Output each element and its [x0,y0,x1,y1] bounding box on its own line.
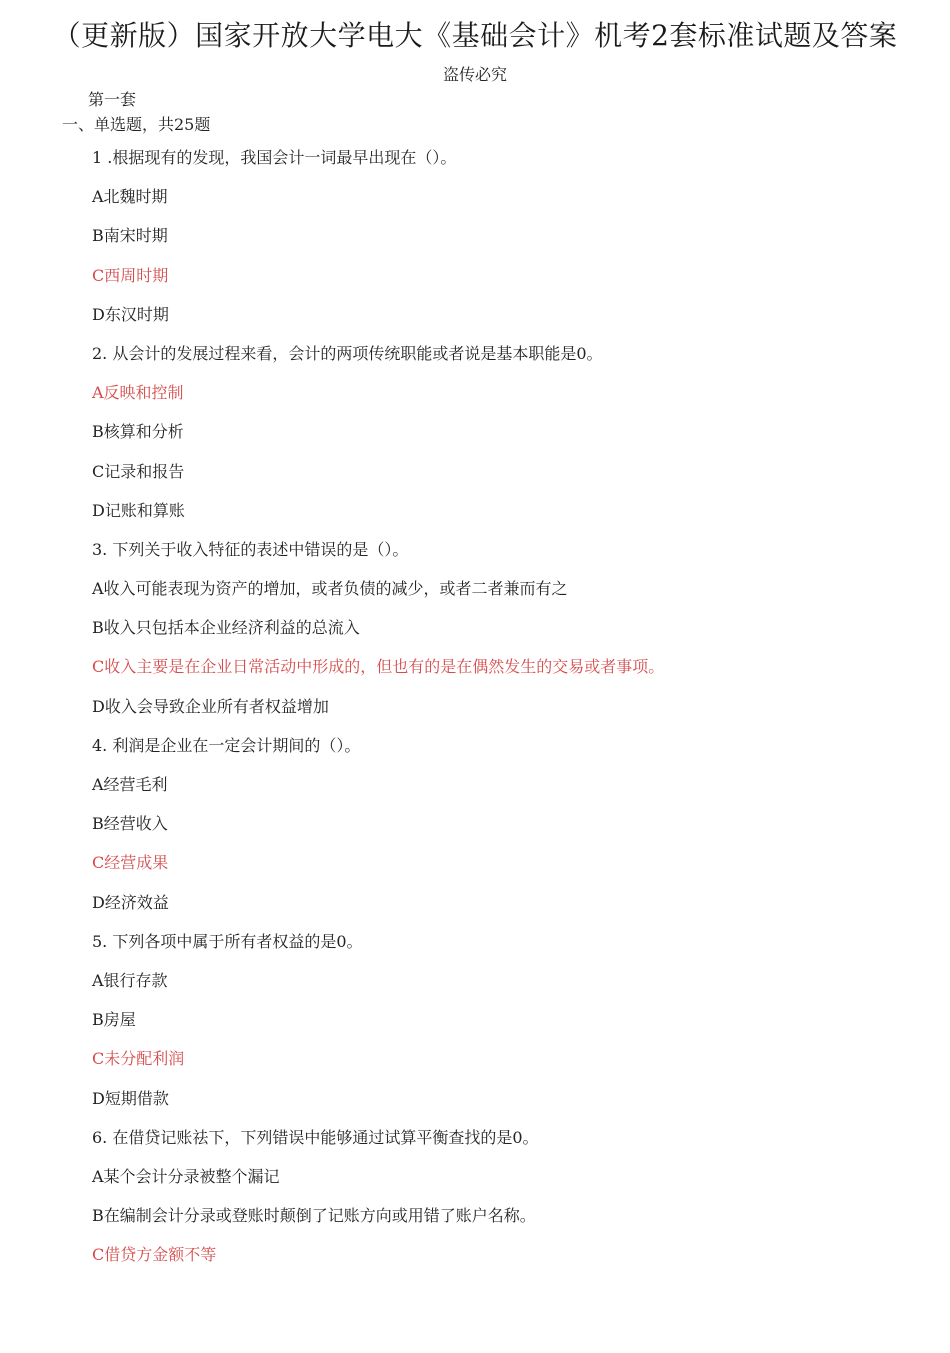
answer-option: D东汉时期 [92,304,169,324]
answer-option-correct: C西周时期 [92,265,169,285]
question-text: 4. 利润是企业在一定会计期间的（）。 [92,735,361,755]
answer-option-correct: C借贷方金额不等 [92,1245,217,1265]
question-text: 1 .根据现有的发现，我国会计一词最早出现在（）。 [92,148,457,167]
section-heading: 一、单选题，共25题 [62,115,211,134]
answer-option: B在编制会计分录或登账时颠倒了记账方向或用错了账户名称。 [92,1206,536,1226]
document-subtitle: 盗传必究 [442,65,507,84]
answer-option: A银行存款 [92,970,168,990]
answer-option-correct: C经营成果 [92,853,169,873]
question-text: 3. 下列关于收入特征的表述中错误的是（）。 [92,539,409,559]
answer-option: A经营毛利 [92,775,168,794]
answer-option: D经济效益 [92,892,169,912]
answer-option-correct: C未分配利润 [92,1049,185,1069]
answer-option: D收入会导致企业所有者权益增加 [92,696,329,716]
answer-option: A收入可能表现为资产的增加，或者负债的减少，或者二者兼而有之 [92,579,568,599]
answer-option: B收入只包括本企业经济利益的总流入 [92,618,360,638]
answer-option-correct: A反映和控制 [92,383,184,403]
answer-option: A北魏时期 [92,187,168,207]
answer-option: D短期借款 [92,1088,169,1108]
answer-option: B南宋时期 [92,226,168,246]
question-text: 2. 从会计的发展过程来看，会计的两项传统职能或者说是基本职能是0。 [92,343,603,363]
answer-option-correct: C收入主要是在企业日常活动中形成的，但也有的是在偶然发生的交易或者事项。 [92,657,665,677]
question-text: 5. 下列各项中属于所有者权益的是0。 [92,931,363,951]
answer-option: B核算和分析 [92,422,184,442]
answer-option: B房屋 [92,1010,136,1030]
question-text: 6. 在借贷记账祛下，下列错误中能够通过试算平衡查找的是0。 [92,1127,539,1147]
document-title: （更新版）国家开放大学电大《基础会计》机考2套标准试题及答案 [52,19,898,52]
question-list [92,145,912,1281]
answer-option: B经营收入 [92,814,168,834]
answer-option: A某个会计分录被整个漏记 [92,1166,280,1186]
set-label: 第一套 [88,90,137,109]
answer-option: D记账和算账 [92,500,185,520]
answer-option: C记录和报告 [92,461,185,481]
